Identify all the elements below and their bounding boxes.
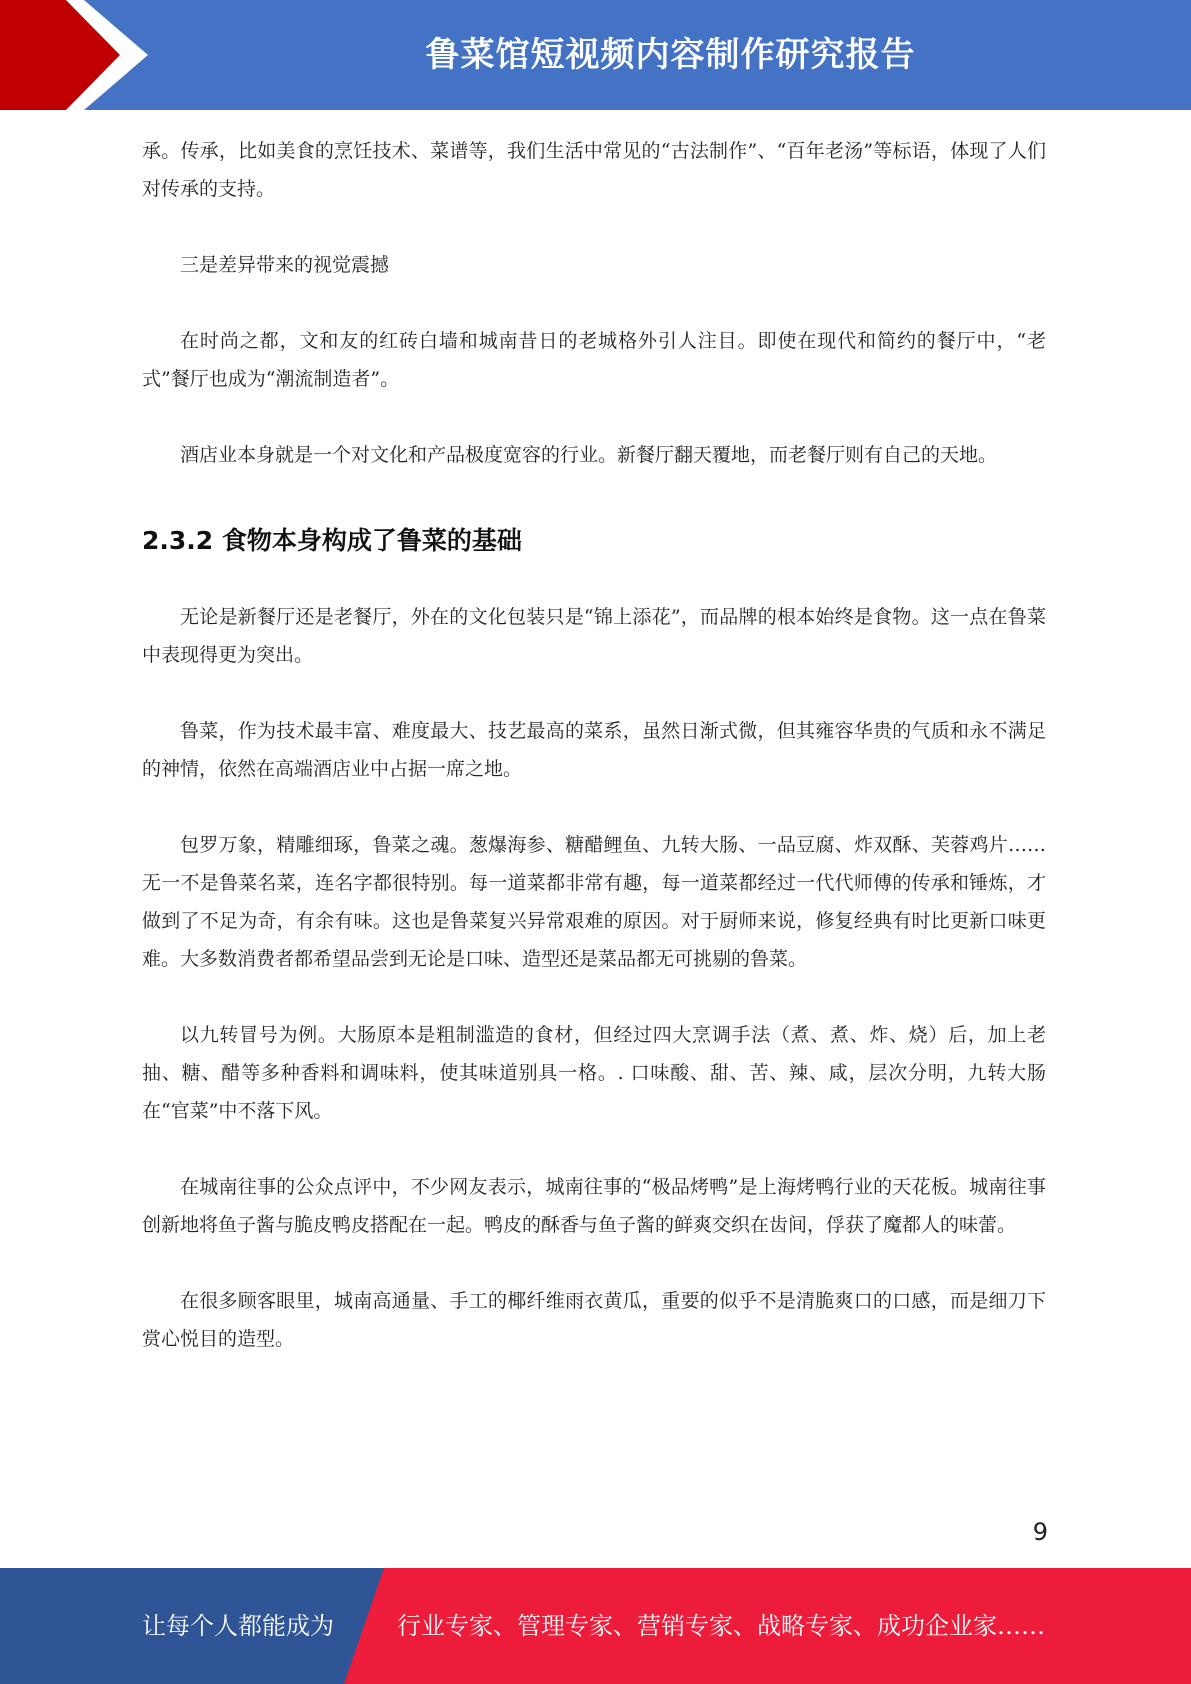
- document-body: [142, 132, 1046, 1396]
- header-arrow-decoration: [0, 0, 160, 110]
- paragraph-4: 酒店业本身就是一个对文化和产品极度宽容的行业。新餐厅翻天覆地，而老餐厅则有自己的天地。: [180, 444, 998, 466]
- page-footer: [0, 1568, 1191, 1684]
- paragraph-3: 在时尚之都，文和友的红砖白墙和城南昔日的老城格外引人注目。即使在现代和简约的餐厅中，“老式”餐厅也成为“潮流制造者”。: [142, 330, 1046, 390]
- paragraph-7: 包罗万象，精雕细琢，鲁菜之魂。葱爆海参、糖醋鲤鱼、九转大肠、一品豆腐、炸双酥、芙蓉鸡片……无一不是鲁菜名菜，连名字都很特别。每一道菜都非常有趣，每一道菜都经过一代代师傅的传承和锤炼，才做到了不足为奇，有余有味。这也是鲁菜复兴异常艰难的原因。对于厨师来说，修复经典有时比更新口味更难。大多数消费者都希望品尝到无论是口味、造型还是菜品都无可挑剔的鲁菜。: [142, 834, 1046, 970]
- page-title: 鲁菜馆短视频内容制作研究报告: [425, 35, 916, 75]
- paragraph-1: 承。传承，比如美食的烹饪技术、菜谱等，我们生活中常见的“古法制作”、“百年老汤”等标语，体现了人们对传承的支持。: [142, 140, 1046, 200]
- page-number: 9: [1032, 1518, 1048, 1546]
- footer-slogan-right: 行业专家、管理专家、营销专家、战略专家、成功企业家……: [397, 1612, 1045, 1640]
- footer-slogan-left: 让每个人都能成为: [142, 1612, 334, 1640]
- paragraph-2: 三是差异带来的视觉震撼: [180, 254, 390, 276]
- section-heading: 2.3.2 食物本身构成了鲁菜的基础: [142, 526, 522, 555]
- paragraph-6: 鲁菜，作为技术最丰富、难度最大、技艺最高的菜系，虽然日渐式微，但其雍容华贵的气质和永不满足的神情，依然在高端酒店业中占据一席之地。: [142, 720, 1046, 780]
- paragraph-10: 在很多顾客眼里，城南高通量、手工的椰纤维雨衣黄瓜，重要的似乎不是清脆爽口的口感，而是细刀下赏心悦目的造型。: [142, 1290, 1046, 1350]
- page-header: [0, 0, 1191, 110]
- paragraph-9: 在城南往事的公众点评中，不少网友表示，城南往事的“极品烤鸭”是上海烤鸭行业的天花板。城南往事创新地将鱼子酱与脆皮鸭皮搭配在一起。鸭皮的酥香与鱼子酱的鲜爽交织在齿间，俘获了魔都人的味蕾。: [142, 1176, 1046, 1236]
- paragraph-8: 以九转冒号为例。大肠原本是粗制滥造的食材，但经过四大烹调手法（煮、煮、炸、烧）后，加上老抽、糖、醋等多种香料和调味料，使其味道别具一格。. 口味酸、甜、苦、辣、咸，层次分明，九转大肠在“官菜”中不落下风。: [142, 1024, 1046, 1122]
- paragraph-5: 无论是新餐厅还是老餐厅，外在的文化包装只是“锦上添花”，而品牌的根本始终是食物。这一点在鲁菜中表现得更为突出。: [142, 606, 1046, 666]
